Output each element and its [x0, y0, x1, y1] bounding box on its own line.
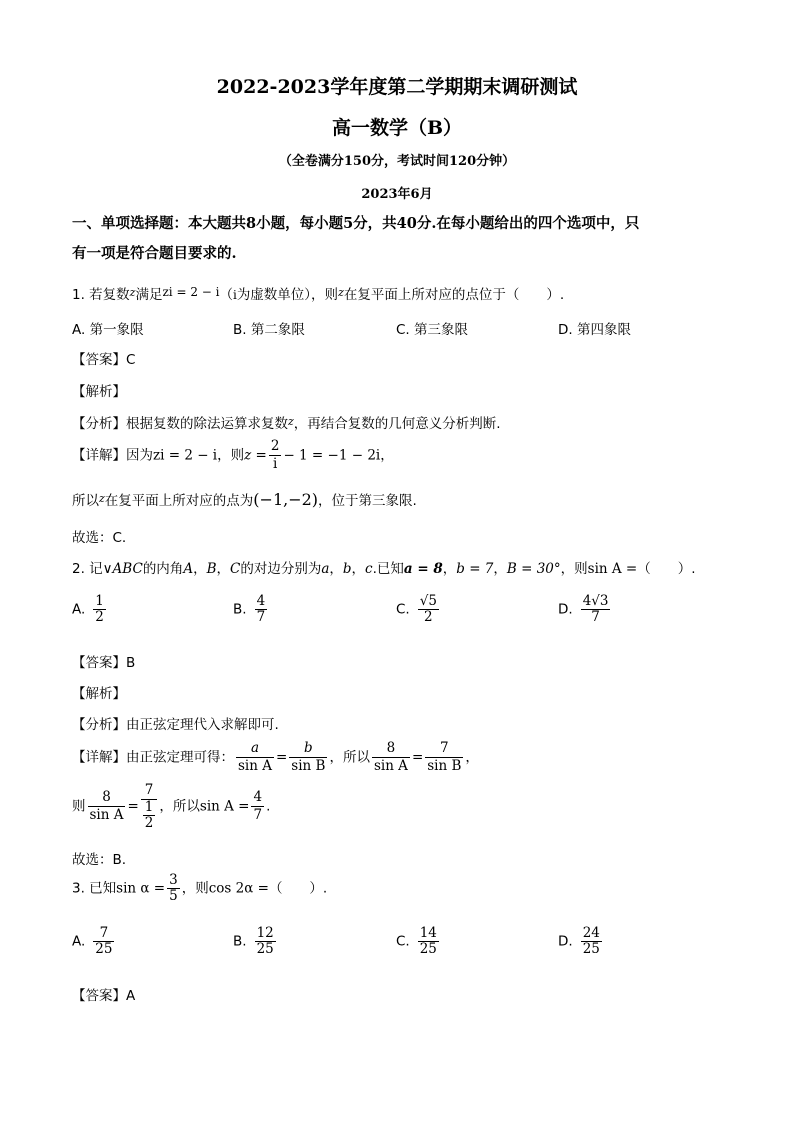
- q1-analysis-tag: 【解析】: [72, 384, 126, 400]
- q2-analysis-tag: 【解析】: [72, 686, 126, 702]
- q2-option-b: B. $\frac{4}{7}$: [233, 593, 266, 625]
- q2-detail-line2: 则 $\frac{8}{\text{sin A}}$ = $\frac{7}{\frac{1}{2}}$ ，所以sin A = $\frac{4}{7}$ .: [72, 782, 271, 831]
- page-title: 2022-2023学年度第二学期期末调研测试: [216, 76, 578, 98]
- q1-option-b: B. 第二象限: [233, 322, 305, 338]
- q1-answer: 【答案】C: [72, 352, 136, 368]
- q1-detail-line2: 所以$^z$在复平面上所对应的点为(−1,−2)，位于第三象限.: [72, 490, 417, 509]
- q2-answer: 【答案】B: [72, 655, 136, 671]
- page-subtitle: 高一数学（B）: [331, 117, 463, 139]
- q1-stem: 1. 若复数$^z$满足zi = 2 − i（i为虚数单位），则$^z$在复平面上所对应的点位于（ ）.: [72, 285, 565, 303]
- q2-fenxi: 【分析】由正弦定理代入求解即可.: [72, 717, 279, 733]
- q2-conclusion: 故选：B.: [72, 852, 127, 868]
- exam-date: 2023年6月: [361, 187, 433, 202]
- q2-detail: 【详解】由正弦定理可得： $\frac{a}{\text{sin A}}$ = $\frac{b}{\text{sin B}}$ ，所以 $\frac{8}{\text{sin A}}$ = $\frac{7}{\text{sin B}}$ ，: [72, 740, 479, 774]
- q2-option-a: A. $\frac{1}{2}$: [72, 593, 104, 625]
- q2-option-d: D. $\frac{4√3}{7}$: [558, 593, 609, 625]
- q1-fenxi: 【分析】根据复数的除法运算求复数$^z$，再结合复数的几何意义分析判断.: [72, 415, 501, 432]
- q2-option-c: C. $\frac{√5}{2}$: [396, 593, 437, 625]
- q1-option-d: D. 第四象限: [558, 322, 631, 338]
- q3-stem: 3. 已知sin α = $\frac{3}{5}$ ，则cos 2α =（ ）.: [72, 872, 328, 904]
- q3-option-b: B. $\frac{12}{25}$: [233, 925, 274, 957]
- q3-option-a: A. $\frac{7}{25}$: [72, 925, 113, 957]
- q1-detail: 【详解】因为zi = 2 − i，则z = $\frac{2}{i}$ − 1 = −1 − 2i，: [72, 438, 394, 472]
- q3-answer: 【答案】A: [72, 988, 136, 1004]
- q1-conclusion: 故选：C.: [72, 530, 127, 546]
- section-heading-line1: 一、单项选择题：本大题共8小题，每小题5分，共40分.在每小题给出的四个选项中，只: [72, 215, 640, 232]
- q1-option-a: A. 第一象限: [72, 322, 144, 338]
- q1-option-c: C. 第三象限: [396, 322, 469, 338]
- section-heading-line2: 有一项是符合题目要求的.: [72, 245, 237, 262]
- q1-detail-fraction: $\frac{2}{i}$: [270, 438, 280, 472]
- q3-option-c: C. $\frac{14}{25}$: [396, 925, 437, 957]
- q2-stem: 2. 记∨ABC的内角A，B，C的对边分别为a，b，c.已知a = 8，b = 7，B = 30°，则sin A =（ ）.: [72, 561, 696, 577]
- exam-note: （全卷满分150分，考试时间120分钟）: [278, 154, 516, 169]
- q3-option-d: D. $\frac{24}{25}$: [558, 925, 600, 957]
